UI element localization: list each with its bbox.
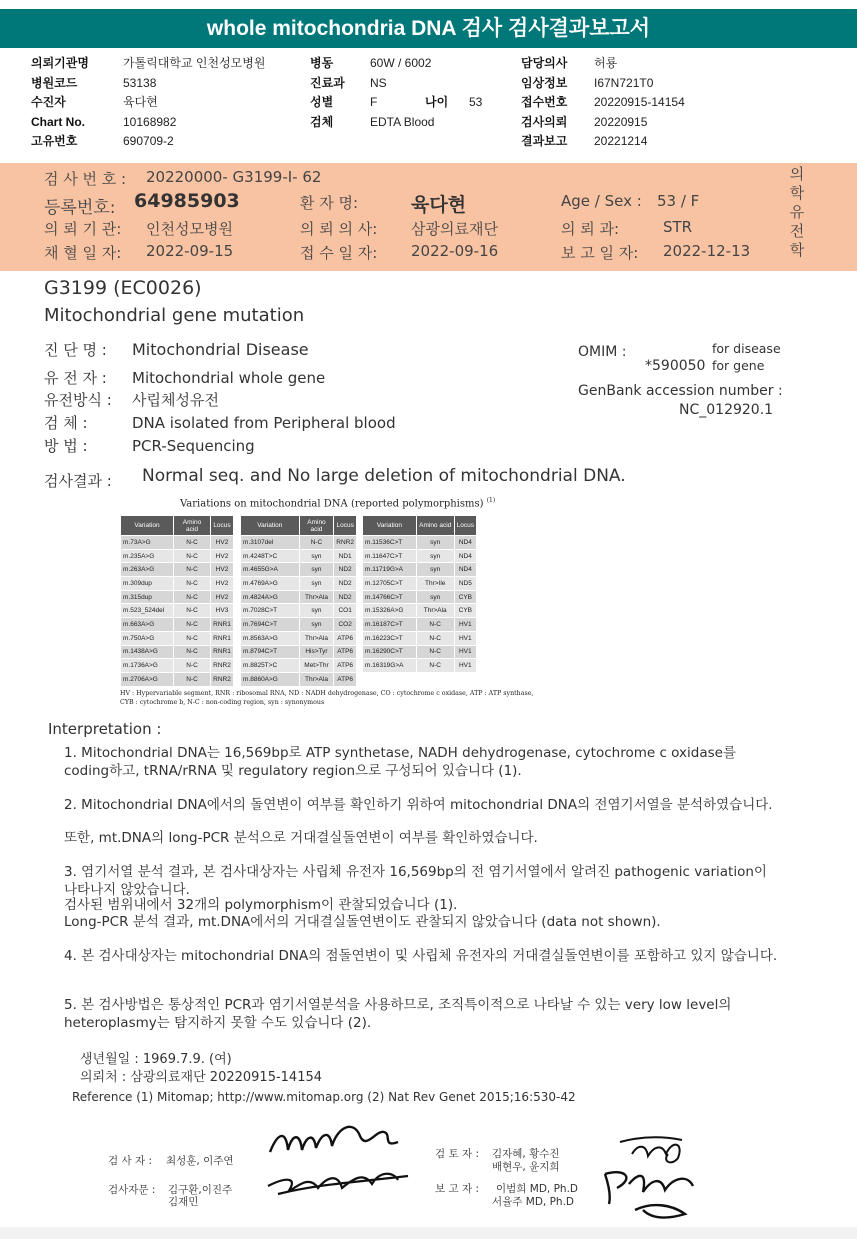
- variant-row: [121, 604, 234, 618]
- amino-acid-cell: N-C: [416, 659, 454, 673]
- variation-cell: m.263A>G: [121, 563, 174, 577]
- reg-no-value: 64985903: [134, 190, 240, 212]
- reporter-value-1: 이범희 MD, Ph.D: [496, 1183, 578, 1195]
- info-value: 20221214: [594, 134, 648, 148]
- variation-cell: m.4769A>G: [241, 577, 300, 591]
- amino-acid-cell: syn: [416, 590, 454, 604]
- info-label: 수진자: [31, 95, 66, 109]
- col-header-amino-acid: Amino acid: [174, 516, 211, 536]
- col-header-locus: Locus: [334, 516, 357, 536]
- locus-cell: ATP6: [334, 659, 357, 673]
- variant-row: [241, 672, 357, 686]
- variant-row: [241, 563, 357, 577]
- locus-cell: HV2: [211, 577, 234, 591]
- amino-acid-cell: N-C: [174, 645, 211, 659]
- variation-cell: m.1736A>G: [121, 659, 174, 673]
- variant-row: [121, 645, 234, 659]
- detail-value: Mitochondrial whole gene: [132, 369, 326, 387]
- amino-acid-cell: Thr>Ala: [299, 590, 334, 604]
- variant-row: [363, 604, 477, 618]
- patient-info-col2: [310, 54, 482, 132]
- omim-label: OMIM :: [578, 344, 627, 360]
- note-line: CYB : cytochrome b, N-C : non-coding region, syn : synonymous: [120, 699, 325, 706]
- variant-row: [121, 631, 234, 645]
- variant-row: [121, 536, 234, 550]
- detail-label: 방 법 :: [44, 437, 88, 455]
- col-header-amino-acid: Amino acid: [299, 516, 334, 536]
- variation-cell: m.16290C>T: [363, 645, 417, 659]
- info-label: 성별: [310, 95, 334, 109]
- info-value: 20220915: [594, 114, 648, 129]
- note-line: HV : Hypervariable segment, RNR : ribosomal RNA, ND : NADH dehydrogenase, CO : cytochrome c oxidase, ATP : ATP synthase,: [120, 690, 534, 697]
- variation-cell: m.15326A>G: [363, 604, 417, 618]
- info-label: 접수번호: [521, 95, 568, 109]
- detail-value: PCR-Sequencing: [132, 437, 255, 455]
- col-header-locus: Locus: [454, 516, 476, 536]
- variant-row: [241, 549, 357, 563]
- patient-info-col1: [31, 54, 265, 152]
- detail-label: 진 단 명 :: [44, 341, 107, 359]
- variant-row: [121, 563, 234, 577]
- locus-cell: RNR1: [211, 618, 234, 632]
- requester-info: 의뢰처 : 삼광의료재단 20220915-14154: [80, 1070, 323, 1085]
- locus-cell: HV3: [211, 604, 234, 618]
- variation-cell: m.7028C>T: [241, 604, 300, 618]
- reviewer-value-1: 김자혜, 황수진: [492, 1148, 560, 1160]
- locus-cell: ND4: [454, 536, 476, 550]
- advisor-value-1: 김구환,이진주: [168, 1184, 233, 1196]
- receive-date-label: 접 수 일 자:: [300, 244, 378, 262]
- amino-acid-cell: syn: [416, 563, 454, 577]
- variant-row: [241, 536, 357, 550]
- result-label: 검사결과 :: [44, 472, 112, 490]
- reporter-label: 보 고 자 :: [435, 1183, 479, 1195]
- info-label: 병동: [310, 56, 334, 70]
- info-value: 60W / 6002: [370, 56, 432, 70]
- amino-acid-cell: N-C: [174, 577, 211, 591]
- omim-note-disease: for disease: [712, 341, 781, 356]
- dept-value: STR: [663, 218, 693, 236]
- variation-cell: m.663A>G: [121, 618, 174, 632]
- variant-row: [121, 590, 234, 604]
- locus-cell: ND4: [454, 563, 476, 577]
- reference-line: Reference (1) Mitomap; http://www.mitomap.org (2) Nat Rev Genet 2015;16:530-42: [72, 1090, 576, 1104]
- amino-acid-cell: N-C: [174, 590, 211, 604]
- patient-info-col3: [521, 54, 685, 152]
- patient-name-value: 육다현: [411, 194, 467, 216]
- interpretation-paragraph-4: 4. 본 검사대상자는 mitochondrial DNA의 점돌연변이 및 사립체 유전자의 거대결실돌연변이를 포함하고 있지 않습니다.: [64, 948, 778, 964]
- locus-cell: HV1: [454, 659, 476, 673]
- test-detail-row: [44, 389, 219, 410]
- locus-cell: ATP6: [334, 631, 357, 645]
- info-label: 고유번호: [31, 134, 78, 148]
- locus-cell: RNR1: [211, 645, 234, 659]
- variation-cell: m.16319G>A: [363, 659, 417, 673]
- locus-cell: ATP6: [334, 672, 357, 686]
- variant-rows: [121, 536, 234, 687]
- amino-acid-cell: syn: [416, 549, 454, 563]
- amino-acid-cell: N-C: [416, 618, 454, 632]
- institution-label: 의 뢰 기 관:: [44, 220, 122, 238]
- variation-cell: m.750A>G: [121, 631, 174, 645]
- locus-cell: RNR1: [211, 631, 234, 645]
- report-date-value: 2022-12-13: [663, 242, 751, 260]
- locus-cell: ND1: [334, 549, 357, 563]
- variation-cell: m.7694C>T: [241, 618, 300, 632]
- variation-cell: m.8860A>G: [241, 672, 300, 686]
- result-value: Normal seq. and No large deletion of mitochondrial DNA.: [142, 466, 626, 486]
- info-value: 10168982: [123, 114, 177, 129]
- test-detail-row: [44, 412, 396, 433]
- variant-table-title-text: Variations on mitochondrial DNA (reported polymorphisms): [180, 498, 484, 510]
- variation-cell: m.8563A>G: [241, 631, 300, 645]
- col-header-variation: Variation: [121, 516, 174, 536]
- genbank-value: NC_012920.1: [679, 402, 774, 418]
- variant-table-group-1: [120, 515, 234, 687]
- detail-value: Mitochondrial Disease: [132, 340, 309, 359]
- test-code: G3199 (EC0026): [44, 277, 202, 299]
- variant-row: [363, 659, 477, 673]
- info-label: 검사의뢰: [521, 114, 568, 129]
- variation-cell: m.3107del: [241, 536, 300, 550]
- age-sex-label: Age / Sex :: [561, 192, 642, 210]
- info-value: NS: [370, 75, 387, 90]
- variant-row: [363, 577, 477, 591]
- test-no-value: 20220000- G3199-I- 62: [146, 168, 322, 186]
- variation-cell: m.315dup: [121, 590, 174, 604]
- amino-acid-cell: N-C: [174, 604, 211, 618]
- locus-cell: CO2: [334, 618, 357, 632]
- locus-cell: ATP6: [334, 645, 357, 659]
- amino-acid-cell: N-C: [174, 631, 211, 645]
- omim-value: *590050: [645, 358, 706, 374]
- info-value: 육다현: [123, 95, 158, 109]
- variant-rows: [363, 536, 477, 673]
- variant-row: [363, 549, 477, 563]
- variant-row: [363, 618, 477, 632]
- variant-row: [363, 645, 477, 659]
- variant-row: [363, 590, 477, 604]
- interpretation-paragraph-3c: Long-PCR 분석 결과, mt.DNA에서의 거대결실돌연변이도 관찰되지 않았습니다 (data not shown).: [64, 914, 661, 930]
- variation-cell: m.2706A>G: [121, 672, 174, 686]
- locus-cell: RNR2: [334, 536, 357, 550]
- locus-cell: ND2: [334, 577, 357, 591]
- amino-acid-cell: Thr>Ala: [299, 672, 334, 686]
- receive-date-value: 2022-09-16: [411, 242, 499, 260]
- detail-value: DNA isolated from Peripheral blood: [132, 414, 396, 432]
- variant-rows: [241, 536, 357, 687]
- variation-cell: m.4824A>G: [241, 590, 300, 604]
- amino-acid-cell: Thr>Ala: [299, 631, 334, 645]
- age-sex-value: 53 / F: [657, 192, 700, 210]
- amino-acid-cell: N-C: [416, 631, 454, 645]
- vertical-department-text: 의학유전학: [789, 165, 805, 259]
- variant-row: [241, 631, 357, 645]
- detail-label: 검 체 :: [44, 414, 88, 432]
- interpretation-paragraph-1: 1. Mitochondrial DNA는 16,569bp로 ATP synthetase, NADH dehydrogenase, cytochrome c oxidase를 coding하고, tRNA/rRNA 및 regulatory region으로 구성되어 있습니다 (1).: [64, 745, 736, 779]
- locus-cell: HV1: [454, 618, 476, 632]
- variant-row: [241, 618, 357, 632]
- amino-acid-cell: N-C: [174, 563, 211, 577]
- patient-name-label: 환 자 명:: [300, 194, 359, 212]
- col-header-variation: Variation: [363, 516, 417, 536]
- tester-label: 검 사 자 :: [108, 1155, 152, 1167]
- variation-cell: m.4248T>C: [241, 549, 300, 563]
- info-value: 53138: [123, 75, 157, 90]
- locus-cell: ND2: [334, 590, 357, 604]
- amino-acid-cell: syn: [299, 549, 334, 563]
- variant-table-group-3: [362, 515, 477, 673]
- col-header-amino-acid: Amino acid: [416, 516, 454, 536]
- interpretation-paragraph-3b: 검사된 범위내에서 32개의 polymorphism이 관찰되었습니다 (1).: [64, 897, 458, 913]
- amino-acid-cell: syn: [299, 563, 334, 577]
- amino-acid-cell: syn: [416, 536, 454, 550]
- amino-acid-cell: N-C: [174, 536, 211, 550]
- interpretation-paragraph-2b: 또한, mt.DNA의 long-PCR 분석으로 거대결실돌연변이 여부를 확인하였습니다.: [64, 830, 538, 846]
- amino-acid-cell: N-C: [174, 672, 211, 686]
- interpretation-paragraph-5: 5. 본 검사방법은 통상적인 PCR과 염기서열분석을 사용하므로, 조직특이적으로 나타날 수 있는 very low level의 heteroplasmy는 탐지하지 못할 수도 있습니다 (2).: [64, 997, 732, 1031]
- test-detail-row: [44, 339, 309, 360]
- specimen-band: [0, 163, 857, 271]
- info-value: 허룡: [594, 56, 618, 70]
- omim-note-gene: for gene: [712, 358, 765, 373]
- amino-acid-cell: syn: [299, 618, 334, 632]
- variation-cell: m.523_524del: [121, 604, 174, 618]
- info-label: 담당의사: [521, 56, 568, 70]
- reviewer-value-2: 배현우, 윤지희: [492, 1161, 560, 1173]
- collect-date-label: 채 혈 일 자:: [44, 244, 122, 262]
- variant-table-title: [180, 497, 495, 509]
- variation-cell: m.73A>G: [121, 536, 174, 550]
- amino-acid-cell: Met>Thr: [299, 659, 334, 673]
- info-value: I67N721T0: [594, 75, 654, 90]
- locus-cell: HV1: [454, 631, 476, 645]
- interpretation-heading: Interpretation :: [48, 720, 162, 738]
- locus-cell: ND4: [454, 549, 476, 563]
- advisor-label: 검사자문 :: [108, 1184, 156, 1196]
- reporter-value-2: 서율주 MD, Ph.D: [492, 1196, 574, 1208]
- advisor-value-2: 김재민: [168, 1196, 199, 1208]
- birth-date: 생년월일 : 1969.7.9. (여): [80, 1052, 232, 1067]
- reporter-signature-image: [595, 1162, 705, 1227]
- variation-cell: m.11536C>T: [363, 536, 417, 550]
- locus-cell: RNR2: [211, 672, 234, 686]
- info-value: 가톨릭대학교 인천성모병원: [123, 56, 266, 70]
- locus-cell: ND2: [334, 563, 357, 577]
- variation-cell: m.8825T>C: [241, 659, 300, 673]
- info-value: 690709-2: [123, 134, 174, 148]
- age-value: 53: [469, 95, 483, 109]
- reg-no-label: 등록번호:: [44, 198, 116, 218]
- advisor-signature-image: [258, 1158, 418, 1208]
- variation-cell: m.16187C>T: [363, 618, 417, 632]
- tester-value: 최성훈, 이주연: [166, 1155, 234, 1167]
- variation-cell: m.1438A>G: [121, 645, 174, 659]
- detail-label: 유전방식 :: [44, 391, 112, 409]
- variation-cell: m.235A>G: [121, 549, 174, 563]
- locus-cell: ND5: [454, 577, 476, 591]
- collect-date-value: 2022-09-15: [146, 242, 234, 260]
- test-name: Mitochondrial gene mutation: [44, 305, 305, 326]
- col-header-locus: Locus: [211, 516, 234, 536]
- test-no-label: 검 사 번 호 :: [44, 170, 127, 188]
- dept-label: 의 뢰 과:: [561, 220, 620, 238]
- variant-row: [121, 659, 234, 673]
- age-label: 나이: [425, 95, 449, 109]
- variant-row: [241, 604, 357, 618]
- info-label: 병원코드: [31, 75, 78, 90]
- locus-cell: CYB: [454, 604, 476, 618]
- variation-cell: m.16223C>T: [363, 631, 417, 645]
- variant-row: [363, 563, 477, 577]
- info-value: EDTA Blood: [370, 114, 435, 129]
- doctor-label: 의 뢰 의 사:: [300, 220, 378, 238]
- locus-cell: RNR2: [211, 659, 234, 673]
- variant-table-group-2: [240, 515, 357, 687]
- variant-row: [121, 672, 234, 686]
- amino-acid-cell: His>Tyr: [299, 645, 334, 659]
- amino-acid-cell: N-C: [416, 645, 454, 659]
- variant-row: [241, 577, 357, 591]
- variant-row: [121, 549, 234, 563]
- info-label: 임상정보: [521, 75, 568, 90]
- locus-cell: CO1: [334, 604, 357, 618]
- interpretation-paragraph-3: 3. 염기서열 분석 결과, 본 검사대상자는 사립체 유전자 16,569bp의 전 염기서열에서 알려진 pathogenic variation이 나타나지 않았습니다.: [64, 864, 767, 898]
- interpretation-paragraph-2: 2. Mitochondrial DNA에서의 돌연변이 여부를 확인하기 위하여 mitochondrial DNA의 전염기서열을 분석하였습니다.: [64, 797, 773, 813]
- amino-acid-cell: N-C: [299, 536, 334, 550]
- institution-value: 인천성모병원: [146, 220, 233, 238]
- variant-row: [241, 659, 357, 673]
- doctor-value: 삼광의료재단: [411, 220, 498, 238]
- report-title: whole mitochondria DNA 검사 검사결과보고서: [0, 9, 857, 48]
- info-label: 진료과: [310, 75, 345, 90]
- variant-row: [121, 577, 234, 591]
- locus-cell: HV2: [211, 590, 234, 604]
- reviewer-label: 검 토 자 :: [435, 1148, 479, 1160]
- detail-label: 유 전 자 :: [44, 369, 107, 387]
- report-date-label: 보 고 일 자:: [561, 244, 639, 262]
- locus-cell: HV2: [211, 563, 234, 577]
- variation-cell: m.12705C>T: [363, 577, 417, 591]
- info-label: 결과보고: [521, 134, 568, 148]
- amino-acid-cell: N-C: [174, 659, 211, 673]
- locus-cell: HV2: [211, 536, 234, 550]
- variant-row: [241, 590, 357, 604]
- amino-acid-cell: N-C: [174, 618, 211, 632]
- col-header-variation: Variation: [241, 516, 300, 536]
- variation-cell: m.309dup: [121, 577, 174, 591]
- locus-cell: CYB: [454, 590, 476, 604]
- variation-cell: m.8794C>T: [241, 645, 300, 659]
- variation-cell: m.14766C>T: [363, 590, 417, 604]
- locus-cell: HV2: [211, 549, 234, 563]
- variation-cell: m.11647C>T: [363, 549, 417, 563]
- test-detail-row: [44, 435, 255, 456]
- amino-acid-cell: Thr>Ala: [416, 604, 454, 618]
- variant-table-title-ref: (1): [486, 497, 496, 504]
- info-value: F: [370, 95, 378, 109]
- info-value: 20220915-14154: [594, 95, 685, 109]
- info-label: 검체: [310, 114, 334, 129]
- detail-value: 사립체성유전: [132, 391, 219, 409]
- amino-acid-cell: Thr>Ile: [416, 577, 454, 591]
- variation-cell: m.4655G>A: [241, 563, 300, 577]
- amino-acid-cell: syn: [299, 604, 334, 618]
- variant-table-note: [120, 689, 533, 707]
- genbank-label: GenBank accession number :: [578, 383, 783, 399]
- variant-row: [241, 645, 357, 659]
- amino-acid-cell: N-C: [174, 549, 211, 563]
- variant-row: [363, 631, 477, 645]
- locus-cell: HV1: [454, 645, 476, 659]
- amino-acid-cell: syn: [299, 577, 334, 591]
- info-label: Chart No.: [31, 114, 85, 129]
- info-label: 의뢰기관명: [31, 56, 89, 70]
- variation-cell: m.11719G>A: [363, 563, 417, 577]
- test-detail-row: [44, 367, 325, 388]
- variant-row: [363, 536, 477, 550]
- variant-row: [121, 618, 234, 632]
